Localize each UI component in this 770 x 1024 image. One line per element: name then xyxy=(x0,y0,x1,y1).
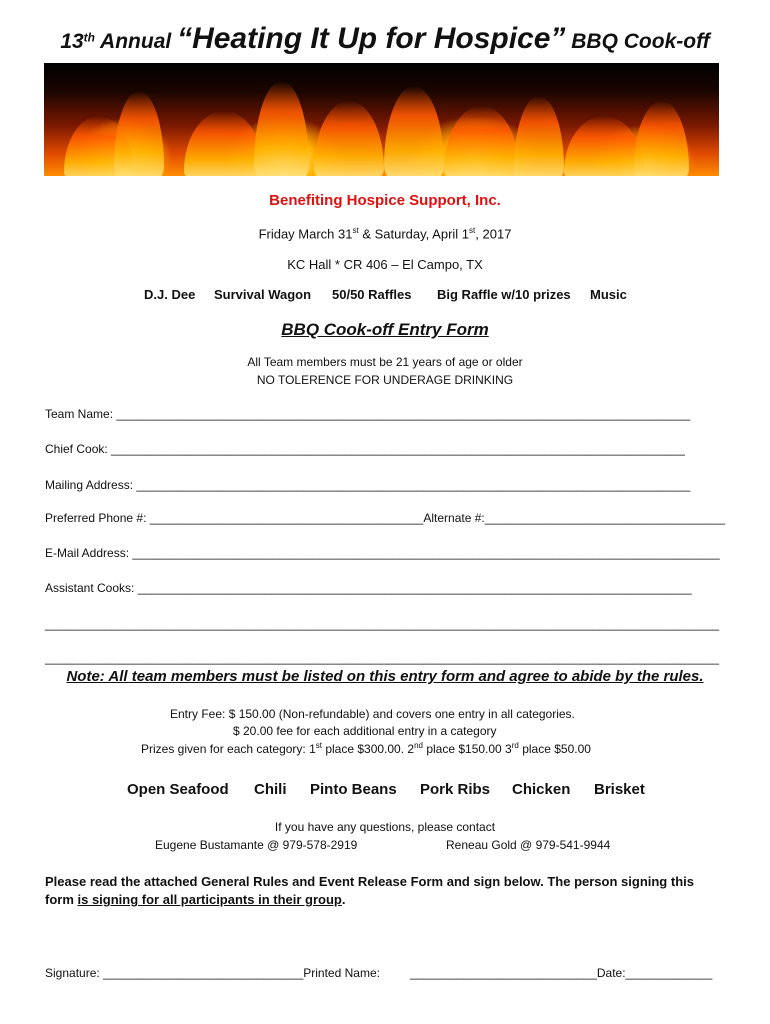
event-date: Friday March 31st & Saturday, April 1st, 2017 xyxy=(258,226,512,242)
form-heading: BBQ Cook-off Entry Form xyxy=(281,320,489,339)
contact-eugene: Eugene Bustamante @ 979-578-2919 xyxy=(155,838,358,852)
chief-cook-field[interactable]: Chief Cook: ______________________________________________________________________________________ xyxy=(45,442,685,456)
team-name-field[interactable]: Team Name: ______________________________________________________________________________________ xyxy=(45,407,691,421)
event-location: KC Hall * CR 406 – El Campo, TX xyxy=(287,257,483,272)
title-main: “Heating It Up for Hospice” xyxy=(177,22,566,55)
category-brisket: Brisket xyxy=(594,781,645,798)
signature-field[interactable]: Signature: ______________________________Printed Name: xyxy=(45,966,380,980)
flame-banner-image xyxy=(44,63,719,176)
release-text-line-2: form is signing for all participants in their group. xyxy=(45,892,346,907)
highlight-big-raffle: Big Raffle w/10 prizes xyxy=(437,287,571,302)
assistant-cooks-line-3[interactable]: _____________________________________________________________________________________________________ xyxy=(45,651,720,665)
title-prefix: 13 xyxy=(60,30,84,53)
contact-intro: If you have any questions, please contact xyxy=(274,820,496,834)
page-title xyxy=(0,22,770,56)
benefiting-line: Benefiting Hospice Support, Inc. xyxy=(269,192,501,209)
title-annual: Annual xyxy=(95,30,178,53)
highlight-raffles: 50/50 Raffles xyxy=(332,287,412,302)
mailing-address-field[interactable]: Mailing Address: ___________________________________________________________________________________ xyxy=(45,478,691,492)
release-text-line-1: Please read the attached General Rules and Event Release Form and sign below. The person signing this xyxy=(45,874,694,889)
category-chili: Chili xyxy=(254,781,287,798)
highlight-survival-wagon: Survival Wagon xyxy=(214,287,312,302)
category-pork-ribs: Pork Ribs xyxy=(420,781,491,798)
category-chicken: Chicken xyxy=(512,781,571,798)
drinking-rule: NO TOLERENCE FOR UNDERAGE DRINKING xyxy=(256,373,514,387)
title-sup: th xyxy=(83,30,95,45)
team-rules-note: Note: All team members must be listed on this entry form and agree to abide by the rules. xyxy=(66,668,704,685)
prizes: Prizes given for each category: 1st place $300.00. 2nd place $150.00 3rd place $50.00 xyxy=(141,741,591,756)
assistant-cooks-field[interactable]: Assistant Cooks: ___________________________________________________________________________________ xyxy=(45,581,692,595)
contact-reneau: Reneau Gold @ 979-541-9944 xyxy=(446,838,611,852)
highlight-dj: D.J. Dee xyxy=(144,287,196,302)
additional-fee: $ 20.00 fee for each additional entry in a category xyxy=(233,724,497,738)
entry-fee: Entry Fee: $ 150.00 (Non-refundable) and covers one entry in all categories. xyxy=(170,707,575,721)
age-rule: All Team members must be 21 years of age or older xyxy=(247,355,523,369)
category-open-seafood: Open Seafood xyxy=(127,781,229,798)
email-field[interactable]: E-Mail Address: ________________________________________________________________________________________ xyxy=(45,546,720,560)
title-suffix: BBQ Cook-off xyxy=(565,30,710,53)
printed-name-date-field[interactable]: ____________________________Date:_____________ xyxy=(410,966,713,980)
category-pinto-beans: Pinto Beans xyxy=(310,781,397,798)
highlight-music: Music xyxy=(590,287,627,302)
phone-field[interactable]: Preferred Phone #: _________________________________________Alternate #:____________________________________ xyxy=(45,511,725,525)
assistant-cooks-line-2[interactable]: _____________________________________________________________________________________________________ xyxy=(45,617,720,631)
